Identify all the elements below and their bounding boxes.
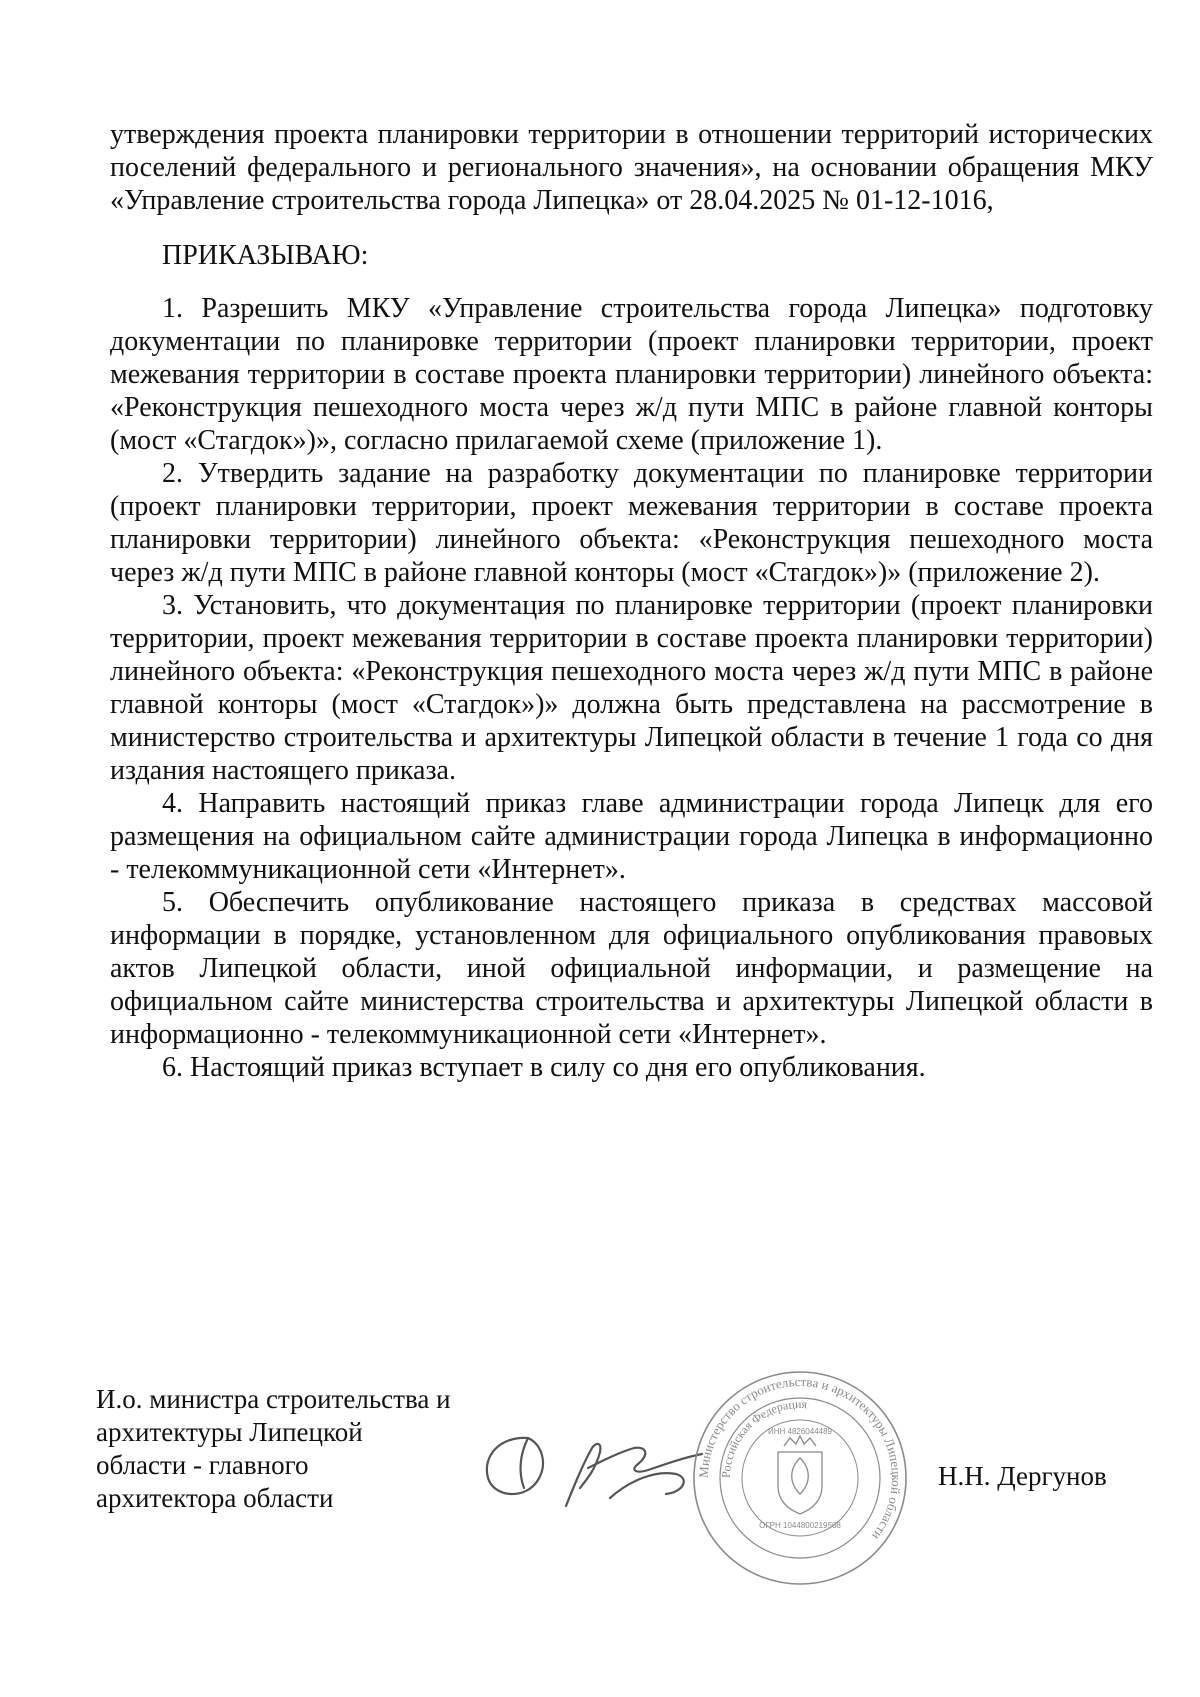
order-item-3: 3. Установить, что документация по планировке территории (проект планировки территории, проект межевания территории в составе проекта планировки территории) линейного объекта: «Реконструкция пешеходного моста через ж/д пути МПС в районе главной конторы (мост «Стагдок»)» должна быть представлена на рассмотрение в министерство строительства и архитектуры Липецкой области в течение 1 года со дня издания настоящего приказа. xyxy=(110,590,1153,786)
order-item-1: 1. Разрешить МКУ «Управление строительства города Липецка» подготовку документации по планировке территории (проект планировки территории, проект межевания территории в составе проекта планировки территории) линейного объекта: «Реконструкция пешеходного моста через ж/д пути МПС в районе главной конторы (мост «Стагдок»)», согласно прилагаемой схеме (приложение 1). xyxy=(110,293,1153,456)
order-item-6: 6. Настоящий приказ вступает в силу со дня его опубликования. xyxy=(162,1052,926,1083)
seal-inn: ИНН 4826044489 xyxy=(767,1427,833,1436)
intro-paragraph: утверждения проекта планировки территории в отношении территорий исторических поселений федерального и регионального значения», на основании обращения МКУ «Управление строительства города Липецка» от 28.04.2025 № 01-12-1016, xyxy=(110,119,1153,216)
order-item-2: 2. Утвердить задание на разработку документации по планировке территории (проект планировки территории, проект межевания территории в составе проекта планировки территории) линейного объекта: «Реконструкция пешеходного моста через ж/д пути МПС в районе главной конторы (мост «Стагдок»)» (приложение 2). xyxy=(110,458,1153,588)
signatory-title-line: области - главного xyxy=(96,1450,309,1480)
seal-inner-text: Российская Федерация xyxy=(718,1396,808,1479)
seal-ogrn: ОГРН 1044800219508 xyxy=(759,1521,841,1530)
seal-outer-text: Министерство строительства и архитектуры Липецкой области xyxy=(695,1373,905,1544)
signatory-title-line: И.о. министра строительства и xyxy=(96,1384,451,1414)
order-item-4: 4. Направить настоящий приказ главе администрации города Липецк для его размещения на официальном сайте администрации города Липецка в информационно - телекоммуникационной сети «Интернет». xyxy=(110,788,1153,885)
coat-of-arms-icon xyxy=(778,1436,822,1514)
order-item-5: 5. Обеспечить опубликование настоящего приказа в средствах массовой информации в порядке, установленном для официального опубликования правовых актов Липецкой области, иной официальной информации, и размещение на официальном сайте министерства строительства и архитектуры Липецкой области в информационно - телекоммуникационной сети «Интернет». xyxy=(110,887,1153,1050)
order-body xyxy=(110,118,1153,1084)
signatory-title-line: архитектора области xyxy=(96,1483,334,1513)
signatory-title xyxy=(96,1383,496,1515)
official-seal xyxy=(690,1368,910,1588)
signatory-title-line: архитектуры Липецкой xyxy=(96,1417,363,1447)
signer-name: Н.Н. Дергунов xyxy=(938,1461,1107,1491)
command-heading: ПРИКАЗЫВАЮ: xyxy=(162,240,369,271)
